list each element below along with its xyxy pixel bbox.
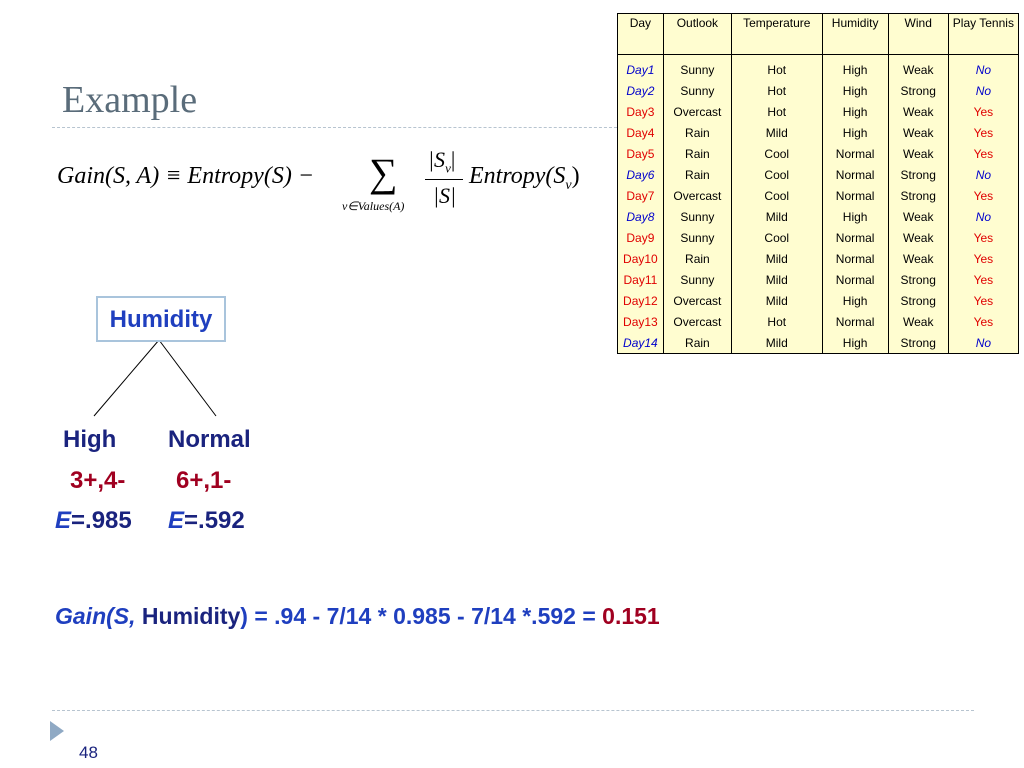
- table-cell-temperature: Mild: [731, 290, 822, 311]
- table-cell-humidity: Normal: [822, 185, 888, 206]
- branch-high-entropy-symbol: E: [55, 507, 72, 534]
- table-cell-play-tennis: No: [948, 164, 1018, 185]
- table-cell-wind: Weak: [888, 206, 948, 227]
- table-cell-day: Day7: [618, 185, 664, 206]
- table-cell-temperature: Cool: [731, 227, 822, 248]
- page-number: 48: [79, 743, 98, 762]
- table-cell-day: Day4: [618, 122, 664, 143]
- table-cell-temperature: Mild: [731, 206, 822, 227]
- gain-expression: ) = .94 - 7/14 * 0.985 - 7/14 *.592 =: [240, 603, 603, 629]
- formula-lhs: Gain(S, A) ≡ Entropy(S) −: [57, 163, 315, 189]
- table-cell-outlook: Sunny: [663, 80, 731, 101]
- table-cell-temperature: Hot: [731, 311, 822, 332]
- branch-normal-entropy-symbol: E: [168, 507, 185, 534]
- formula-tail-sub: v: [565, 177, 572, 193]
- branch-normal-counts: 6+,1-: [176, 467, 232, 494]
- table-cell-outlook: Rain: [663, 122, 731, 143]
- table-cell-temperature: Hot: [731, 101, 822, 122]
- header-wind: Wind: [888, 14, 948, 55]
- table-cell-outlook: Sunny: [663, 206, 731, 227]
- humidity-node: [96, 296, 226, 342]
- header-play-tennis: Play Tennis: [948, 14, 1018, 55]
- table-cell-play-tennis: Yes: [948, 311, 1018, 332]
- table-cell-outlook: Overcast: [663, 290, 731, 311]
- table-cell-play-tennis: Yes: [948, 227, 1018, 248]
- table-cell-day: Day6: [618, 164, 664, 185]
- table-cell-humidity: High: [822, 80, 888, 101]
- table-cell-temperature: Hot: [731, 55, 822, 81]
- table-cell-wind: Strong: [888, 332, 948, 354]
- table-cell-day: Day8: [618, 206, 664, 227]
- formula-numerator-main: |S: [428, 147, 446, 172]
- table-cell-temperature: Mild: [731, 269, 822, 290]
- table-cell-outlook: Rain: [663, 143, 731, 164]
- table-cell-wind: Strong: [888, 185, 948, 206]
- table-cell-humidity: Normal: [822, 143, 888, 164]
- header-outlook: Outlook: [663, 14, 731, 55]
- table-cell-temperature: Cool: [731, 185, 822, 206]
- slide-title: Example: [62, 79, 198, 121]
- table-cell-play-tennis: No: [948, 80, 1018, 101]
- table-cell-wind: Weak: [888, 311, 948, 332]
- formula-numerator-close: |: [450, 147, 456, 172]
- gain-calculation: [55, 603, 660, 630]
- table-cell-outlook: Sunny: [663, 55, 731, 81]
- table-cell-temperature: Cool: [731, 164, 822, 185]
- table-cell-play-tennis: Yes: [948, 248, 1018, 269]
- formula-tail-main: Entropy(S: [469, 163, 566, 189]
- humidity-node-label: Humidity: [109, 306, 213, 333]
- table-cell-humidity: High: [822, 290, 888, 311]
- table-cell-wind: Weak: [888, 248, 948, 269]
- table-cell-temperature: Mild: [731, 332, 822, 354]
- table-cell-wind: Strong: [888, 290, 948, 311]
- table-cell-temperature: Cool: [731, 143, 822, 164]
- table-cell-humidity: Normal: [822, 164, 888, 185]
- table-cell-humidity: Normal: [822, 227, 888, 248]
- table-cell-wind: Strong: [888, 164, 948, 185]
- table-cell-play-tennis: Yes: [948, 269, 1018, 290]
- table-cell-play-tennis: No: [948, 55, 1018, 81]
- table-cell-humidity: High: [822, 122, 888, 143]
- table-cell-day: Day13: [618, 311, 664, 332]
- table-cell-day: Day2: [618, 80, 664, 101]
- table-cell-day: Day1: [618, 55, 664, 81]
- table-cell-temperature: Mild: [731, 122, 822, 143]
- table-cell-humidity: High: [822, 55, 888, 81]
- table-cell-play-tennis: Yes: [948, 101, 1018, 122]
- table-cell-play-tennis: Yes: [948, 122, 1018, 143]
- edge-normal: [159, 340, 216, 416]
- formula-sigma: ∑: [369, 150, 398, 195]
- table-cell-play-tennis: No: [948, 332, 1018, 354]
- table-cell-outlook: Overcast: [663, 101, 731, 122]
- table-cell-play-tennis: Yes: [948, 143, 1018, 164]
- table-cell-wind: Weak: [888, 227, 948, 248]
- header-humidity: Humidity: [822, 14, 888, 55]
- table-cell-temperature: Mild: [731, 248, 822, 269]
- table-cell-wind: Weak: [888, 143, 948, 164]
- branch-normal-entropy: [168, 507, 245, 535]
- header-day: Day: [618, 14, 664, 55]
- table-cell-wind: Weak: [888, 122, 948, 143]
- table-cell-humidity: High: [822, 101, 888, 122]
- branch-high-entropy: [55, 507, 132, 535]
- footer-divider: [52, 710, 974, 711]
- table-cell-humidity: Normal: [822, 311, 888, 332]
- table-cell-outlook: Rain: [663, 332, 731, 354]
- table-cell-humidity: Normal: [822, 248, 888, 269]
- table-cell-day: Day10: [618, 248, 664, 269]
- table-cell-temperature: Hot: [731, 80, 822, 101]
- edge-high: [94, 340, 159, 416]
- table-cell-outlook: Sunny: [663, 269, 731, 290]
- table-cell-wind: Strong: [888, 269, 948, 290]
- table-cell-outlook: Overcast: [663, 311, 731, 332]
- table-cell-outlook: Overcast: [663, 185, 731, 206]
- table-cell-wind: Strong: [888, 80, 948, 101]
- table-cell-outlook: Sunny: [663, 227, 731, 248]
- table-cell-outlook: Rain: [663, 164, 731, 185]
- formula-tail-close: ): [571, 163, 580, 189]
- table-cell-wind: Weak: [888, 101, 948, 122]
- table-cell-humidity: High: [822, 332, 888, 354]
- table-cell-day: Day3: [618, 101, 664, 122]
- gain-prefix: Gain(S,: [55, 603, 136, 629]
- table-cell-humidity: High: [822, 206, 888, 227]
- table-cell-day: Day11: [618, 269, 664, 290]
- gain-attribute: Humidity: [135, 603, 241, 629]
- branch-high-counts: 3+,4-: [70, 467, 126, 494]
- header-temperature: Temperature: [731, 14, 822, 55]
- formula-denominator: |S|: [433, 183, 457, 208]
- table-cell-play-tennis: Yes: [948, 290, 1018, 311]
- formula-sum-subscript: v∈Values(A): [342, 199, 405, 213]
- table-cell-day: Day12: [618, 290, 664, 311]
- table-cell-day: Day5: [618, 143, 664, 164]
- slide-arrow-icon: [50, 721, 64, 741]
- table-cell-play-tennis: Yes: [948, 185, 1018, 206]
- table-cell-play-tennis: No: [948, 206, 1018, 227]
- branch-normal-entropy-value: =.592: [184, 507, 245, 534]
- branch-normal-label: Normal: [168, 426, 251, 453]
- gain-result: 0.151: [602, 603, 660, 629]
- table-cell-day: Day14: [618, 332, 664, 354]
- table-cell-humidity: Normal: [822, 269, 888, 290]
- branch-high-label: High: [63, 426, 117, 453]
- formula-numerator-sub: v: [445, 160, 451, 176]
- table-cell-wind: Weak: [888, 55, 948, 81]
- table-cell-outlook: Rain: [663, 248, 731, 269]
- table-cell-day: Day9: [618, 227, 664, 248]
- branch-high-entropy-value: =.985: [71, 507, 132, 534]
